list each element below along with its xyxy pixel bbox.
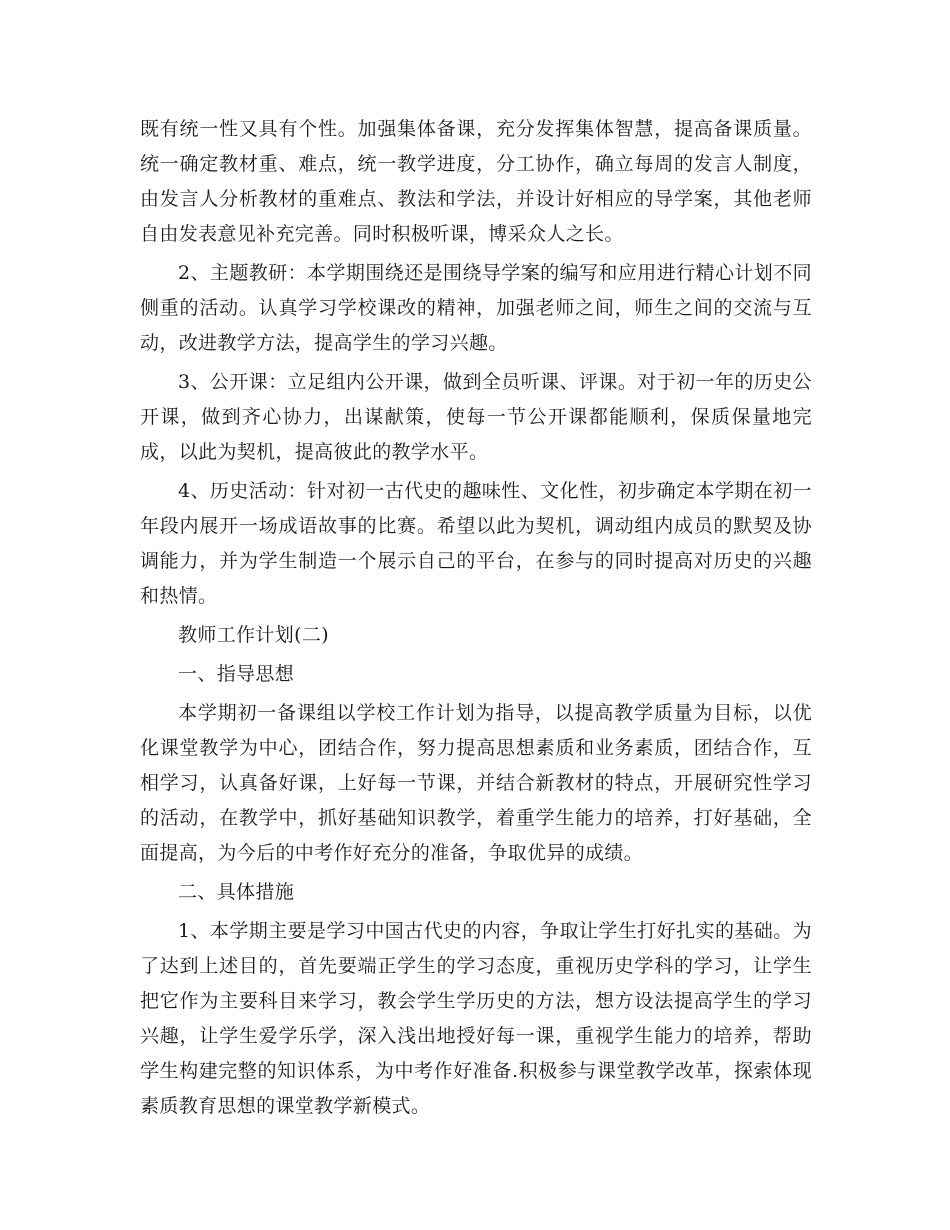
section-heading-guiding-thought: 一、指导思想 <box>178 663 295 685</box>
paragraph-guiding-thought: 本学期初一备课组以学校工作计划为指导，以提高教学质量为目标，以优化课堂教学为中心，团结合作，努力提高思想素质和业务素质，团结合作，互相学习，认真备好课，上好每一节课，并结合新教材的特点，开展研究性学习的活动，在教学中，抓好基础知识教学，着重学生能力的培养，打好基础，全面提高，为今后的中考作好充分的准备，争取优异的成绩。 <box>140 702 812 864</box>
document-body <box>140 112 812 1128</box>
paragraph-measure-one: 1、本学期主要是学习中国古代史的内容，争取让学生打好扎实的基础。为了达到上述目的，首先要端正学生的学习态度，重视历史学科的学习，让学生把它作为主要科目来学习，教会学生学历史的方法，想方设法提高学生的学习兴趣，让学生爱学乐学，深入浅出地授好每一课，重视学生能力的培养，帮助学生构建完整的知识体系，为中考作好准备.积极参与课堂教学改革，探索体现素质教育思想的课堂教学新模式。 <box>140 920 812 1117</box>
paragraph-continuation: 既有统一性又具有个性。加强集体备课，充分发挥集体智慧，提高备课质量。统一确定教材重、难点，统一教学进度，分工协作，确立每周的发言人制度，由发言人分析教材的重难点、教法和学法，并设计好相应的导学案，其他老师自由发表意见补充完善。同时积极听课，博采众人之长。 <box>140 118 812 245</box>
section-heading-measures: 二、具体措施 <box>178 881 295 903</box>
paragraph-theme-research: 2、主题教研：本学期围绕还是围绕导学案的编写和应用进行精心计划不同侧重的活动。认真学习学校课改的精神，加强老师之间，师生之间的交流与互动，改进教学方法，提高学生的学习兴趣。 <box>140 262 812 354</box>
section-title-plan-two: 教师工作计划(二) <box>178 624 329 646</box>
paragraph-history-activity: 4、历史活动：针对初一古代史的趣味性、文化性，初步确定本学期在初一年段内展开一场成语故事的比赛。希望以此为契机，调动组内成员的默契及协调能力，并为学生制造一个展示自己的平台，在参与的同时提高对历史的兴趣和热情。 <box>140 480 812 607</box>
paragraph-open-class: 3、公开课：立足组内公开课，做到全员听课、评课。对于初一年的历史公开课，做到齐心协力，出谋献策，使每一节公开课都能顺利，保质保量地完成，以此为契机，提高彼此的教学水平。 <box>140 371 812 463</box>
